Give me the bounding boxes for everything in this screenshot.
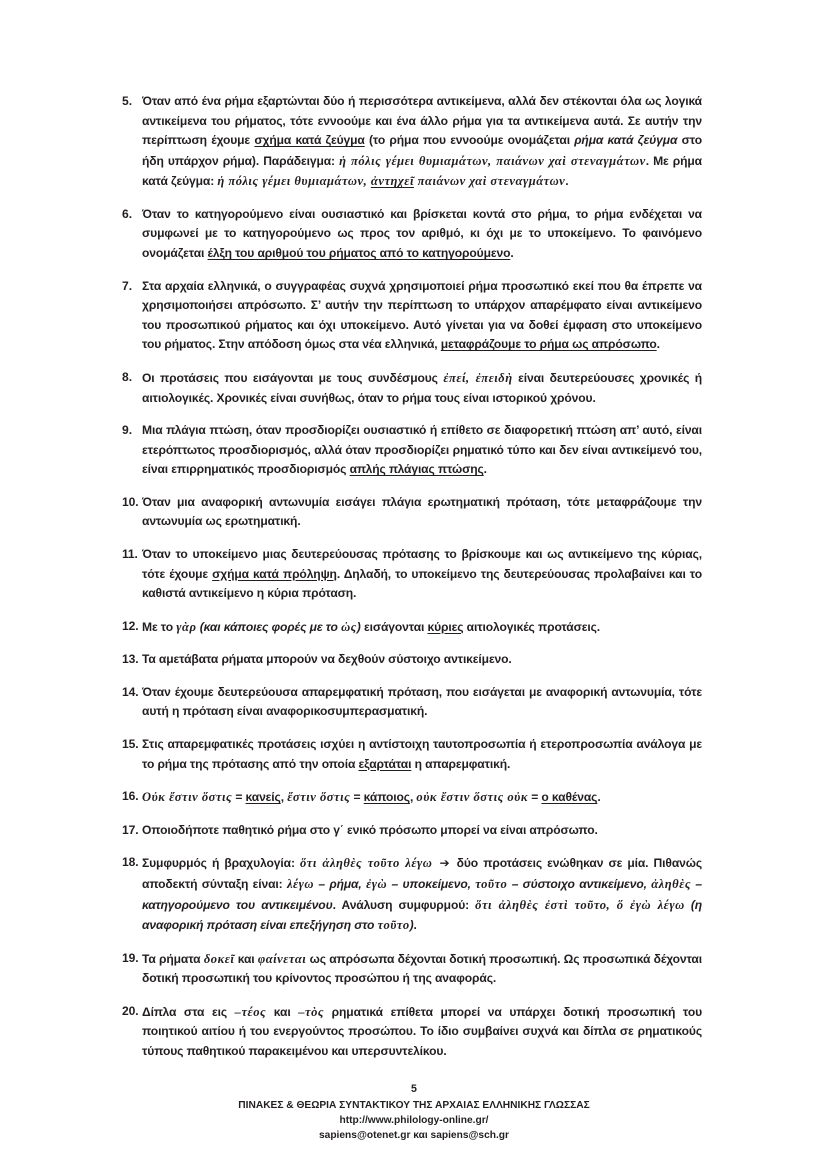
rule-number: 12. [122,618,139,633]
text-run: . [597,790,601,805]
rule-text [142,790,601,804]
ancient-greek-text: –τέος [234,1004,267,1019]
rule-text [142,495,702,529]
modern-greek-italic-text: – σύστοιχο αντικείμενο, [507,876,652,891]
rules-content [122,92,702,1062]
text-run: Στις απαρεμφατικές προτάσεις ισχύει η αντίστοιχη ταυτοπροσωπία ή ετεροπροσωπία ανάλογα με το ρήμα της πρότασης από την οποία [142,737,702,771]
rule-item [122,617,702,638]
rule-item [122,368,702,408]
ancient-greek-text: ἀληθὲς [651,876,691,891]
modern-greek-italic-text: (η αναφορική πρόταση είναι επεξήγηση στο [142,897,702,933]
text-run: Μια πλάγια πτώση, όταν προσδιορίζει ουσιαστικό ή επίθετο σε διαφορετική πτώση απ’ αυτό, είναι ετερόπτωτος προσδιορισμός, αλλά όταν προσδιορίζει ρηματικό τύπο και δεν είναι αντικείμενό του, είναι επιρρηματικός προσδιορισμός [142,423,702,477]
ancient-greek-text: ὅτι ἀληθὲς τοῦτο λέγω [299,856,433,871]
ancient-greek-text: Οὐκ ἔστιν ὅστις [142,790,233,805]
rule-text [142,371,702,405]
modern-greek-italic-text: ) [409,918,414,933]
text-run: . [413,918,417,933]
text-run: αιτιολογικές προτάσεις. [463,619,601,634]
text-run [432,856,437,870]
underlined-term: ο καθένας [541,790,598,805]
ancient-greek-text: –τὸς [298,1004,325,1019]
ancient-greek-text: ἐγὼ [366,876,388,891]
rule-number: 10. [122,494,139,509]
underlined-term: έλξη του αριθμού του ρήματος από το κατηγορούμενο [207,246,511,261]
page-number: 5 [411,1083,417,1095]
rule-text [142,737,702,771]
ancient-greek-text: ὅτι ἀληθὲς ἐστὶ τοῦτο, ὅ ἐγὼ λέγω [475,897,685,912]
text-run: , [280,790,288,805]
text-run: ως απρόσωπα δέχονται δοτική προσωπική. Ως προσωπικά δέχονται δοτική προσωπική του κρίνοντος προσώπου ή της αναφοράς. [142,951,702,986]
text-run: είναι δευτερεύουσες χρονικές ή αιτιολογικές. Χρονικές είναι συνήθως, όταν το ρήμα τους είναι ιστορικού χρόνου. [142,370,702,405]
rule-item [122,683,702,722]
ancient-greek-text: ἐπεί, ἐπειδὴ [443,370,513,385]
text-run: Όταν από ένα ρήμα εξαρτώνται δύο ή περισσότερα αντικείμενα, αλλά δεν στέκονται όλα ως λογικά αντικείμενα του ρήματος, τότε εννοούμε και ένα άλλο ρήμα για τα αντικείμενα αυτά. Σε αυτήν την περίπτωση έχουμε [142,94,702,148]
text-run: Δίπλα στα εις [142,1004,235,1019]
underlined-term: σχήμα κατά πρόληψη [212,566,337,581]
text-run: . [565,174,569,189]
ancient-greek-text: γὰρ [176,619,197,634]
rule-number: 16. [122,789,139,804]
rule-text [142,685,702,719]
footer-title: ΠΙΝΑΚΕΣ & ΘΕΩΡΙΑ ΣΥΝΤΑΚΤΙΚΟΥ ΤΗΣ ΑΡΧΑΙΑΣ ΕΛΛΗΝΙΚΗΣ ΓΛΩΣΣΑΣ [238,1099,590,1111]
rule-number: 15. [122,737,139,752]
ancient-greek-text: ἡ πόλις γέμει θυμιαμάτων, [217,174,371,189]
text-run: Συμφυρμός ή βραχυλογία: [142,856,300,871]
rules-list [122,92,702,1062]
text-run: . [510,246,514,261]
rule-item [122,205,702,264]
rule-number: 7. [122,278,133,293]
rule-text [142,547,702,600]
text-run: Με το [142,619,177,634]
rule-item [122,545,702,604]
modern-greek-italic-text: (και κάποιες φορές με το [199,619,342,634]
ancient-greek-text: φαίνεται [257,951,307,966]
ancient-greek-text: ἀντηχεῖ [370,174,414,189]
rule-item [122,787,702,808]
rule-number: 18. [122,855,139,870]
rule-text [142,856,702,932]
rule-text [142,620,600,634]
underlined-term: κύριες [427,619,464,634]
rule-text [142,279,702,352]
modern-greek-italic-text: ρήμα κατά ζεύγμα [574,133,678,148]
ancient-greek-text: λέγω [286,876,315,891]
underlined-term: κανείς [245,790,281,805]
modern-greek-italic-text: ) [356,619,361,634]
rule-text [142,423,702,476]
rule-text [142,1005,702,1058]
text-run: . [483,462,487,477]
rule-number: 19. [122,950,139,965]
rule-item [122,1002,702,1062]
ancient-greek-text: ὡς [341,619,357,634]
text-run: Όταν το υποκείμενο μιας δευτερεύουσας πρότασης το βρίσκουμε και ως αντικείμενο της κύριας, τότε έχουμε [142,546,702,581]
ancient-greek-text: δοκεῖ [203,951,235,966]
footer-emails[interactable]: sapiens@otenet.gr και sapiens@sch.gr [319,1130,509,1142]
footer-url[interactable]: http://www.philology-online.gr/ [339,1114,489,1126]
ancient-greek-text: ἡ πόλις γέμει θυμιαμάτων, παιάνων χαὶ στεναγμάτων [339,153,646,168]
rule-item [122,735,702,774]
underlined-term: κάποιος [363,790,410,805]
rule-item [122,949,702,989]
modern-greek-italic-text: – ρήμα, [314,876,367,891]
rule-number: 14. [122,684,139,699]
text-run: = [350,790,364,805]
rule-number: 9. [122,423,133,438]
rule-text [142,652,512,666]
text-run: Όταν το κατηγορούμενο είναι ουσιαστικό και βρίσκεται κοντά στο ρήμα, το ρήμα ενδέχεται να συμφωνεί με το κατηγορούμενο ως προς τον αριθμό, κι όχι με το υποκείμενο. Το φαινόμενο ονομάζεται [142,206,702,261]
text-run: η απαρεμφατική. [411,756,511,771]
text-run: , [409,790,417,805]
rule-number: 6. [122,206,133,221]
rule-item [122,92,702,192]
rule-number: 8. [122,369,133,384]
text-run: . Ανάλυση συμφυρμού: [332,897,476,912]
rule-item [122,493,702,532]
text-run: και [234,951,258,966]
text-run: στο ήδη υπάρχον ρήμα). Παράδειγμα: [142,133,702,168]
rule-number: 13. [122,652,139,667]
text-run: Όταν μια αναφορική αντωνυμία εισάγει πλάγια ερωτηματική πρόταση, τότε μεταφράζουμε την αντωνυμία ως ερωτηματική. [142,494,702,529]
text-run: Όταν έχουμε δευτερεύουσα απαρεμφατική πρόταση, που εισάγεται με αναφορική αντωνυμία, τότε αυτή η πρόταση είναι αναφορικοσυμπερασματική. [142,684,702,719]
rule-text [142,952,702,986]
text-run: Στα αρχαία ελληνικά, ο συγγραφέας συχνά χρησιμοποιεί ρήμα προσωπικό εκεί που θα έπρεπε να χρησιμοποιήσει απρόσωπο. Σ’ αυτήν την περίπτωση το υπάρχον απαρέμφατο είναι αντικείμενο του προσωπικού ρήματος και όχι υποκείμενο. Αυτό γίνεται για να δοθεί έμφαση στο υποκείμενο του ρήματος. Στην απόδοση όμως στα νέα ελληνικά, [142,278,702,352]
page-footer [0,1082,828,1143]
underlined-term: σχήμα κατά ζεύγμα [254,133,365,148]
text-run: = [528,790,542,805]
ancient-greek-text: οὐκ ἔστιν ὅστις οὐκ [416,790,528,805]
rule-item [122,853,702,935]
ancient-greek-text: ἔστιν ὅστις [287,790,351,805]
text-run: ρηματικά επίθετα μπορεί να υπάρχει δοτική προσωπική του ποιητικού αιτίου ή του ενεργούντος προσώπου. Το ίδιο συμβαίνει συχνά και δίπλα σε ρηματικούς τύπους παθητικού παρακειμένου και υπερσυντελίκου. [142,1004,702,1058]
underlined-term: απλής πλάγιας πτώσης [349,462,484,477]
rule-text [142,207,702,260]
underlined-term [371,174,414,188]
underlined-term: εξαρτάται [358,756,412,771]
rule-text [142,823,598,837]
text-run: . Δηλαδή, το υποκείμενο της δευτερεύουσας προλαβαίνει και το καθιστά αντικείμενο η κύρια πρόταση. [142,566,702,601]
text-run: . Με ρήμα κατά ζεύγμα: [142,153,702,189]
rule-item [122,650,702,670]
rule-item [122,821,702,841]
text-run: Τα ρήματα [142,951,204,966]
right-arrow-icon: ➔ [439,856,450,871]
modern-greek-italic-text: – κατηγορούμενο του αντικειμένου [142,876,702,912]
text-run: = [232,790,246,805]
text-run: Οποιοδήποτε παθητικό ρήμα στο γ΄ ενικό πρόσωπο μπορεί να είναι απρόσωπο. [142,822,598,837]
ancient-greek-text: τοῦτο [377,918,410,933]
text-run: και [266,1004,299,1019]
modern-greek-italic-text: – υποκείμενο, [387,876,476,891]
text-run: (το ρήμα που εννοούμε ονομάζεται [364,133,575,148]
text-run: εισάγονται [360,619,428,634]
underlined-term: μεταφράζουμε το ρήμα ως απρόσωπο [440,337,657,352]
text-run: δύο προτάσεις ενώθηκαν σε μία. Πιθανώς αποδεκτή σύνταξη είναι: [142,856,702,891]
rule-number: 17. [122,822,139,837]
rule-item [122,421,702,480]
ancient-greek-text: παιάνων χαὶ στεναγμάτων [413,174,566,189]
ancient-greek-text: τοῦτο [475,876,508,891]
rule-number: 20. [122,1003,139,1018]
text-run: . [656,337,660,352]
rule-number: 11. [122,546,138,561]
text-run: Οι προτάσεις που εισάγονται με τους συνδέσμους [142,370,444,385]
rule-text [142,94,702,188]
rule-item [122,277,702,355]
rule-number: 5. [122,94,133,108]
text-run: Τα αμετάβατα ρήματα μπορούν να δεχθούν σύστοιχο αντικείμενο. [142,652,512,667]
